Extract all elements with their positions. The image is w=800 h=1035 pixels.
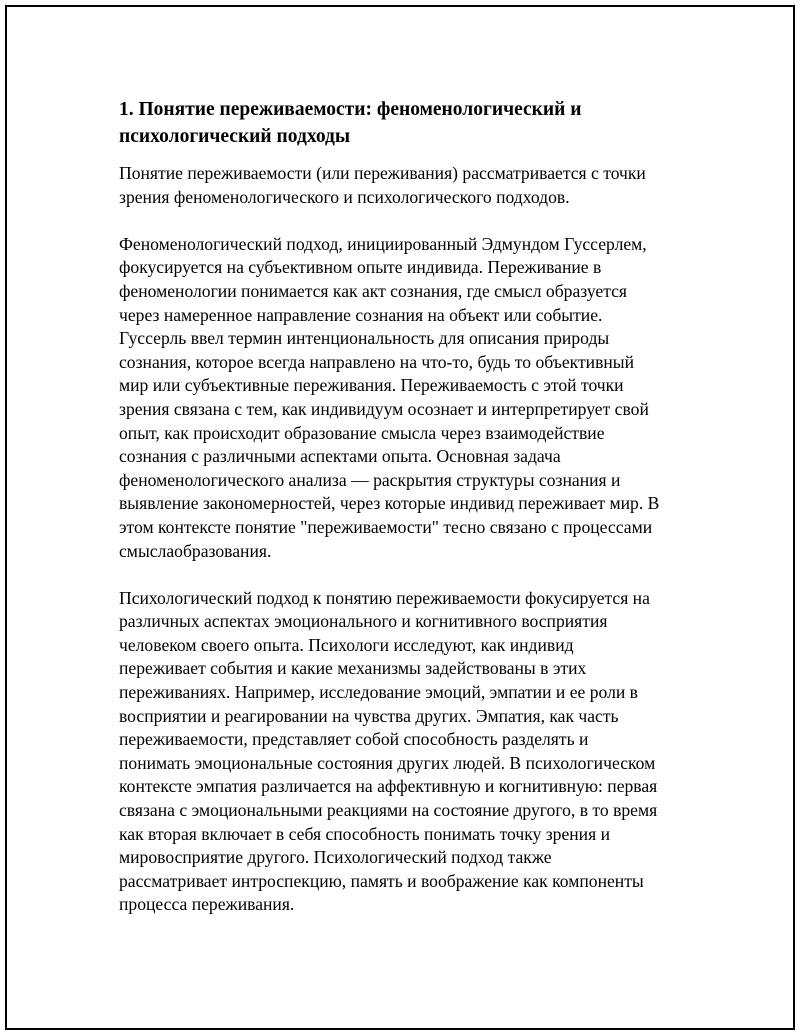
text-line: различных аспектах эмоционального и когнитивного восприятия xyxy=(119,611,608,632)
text-line: переживаемости, представляет собой способность разделять и xyxy=(119,729,589,750)
text-line: феноменологического анализа — раскрытия структуры сознания и xyxy=(119,469,621,490)
text-line: феноменологии понимается как акт сознания, где смысл образуется xyxy=(119,280,628,301)
text-line: выявление закономерностей, через которые индивид переживает мир. В xyxy=(119,493,660,514)
text-line: человеком своего опыта. Психологи исследуют, как индивид xyxy=(119,634,574,655)
text-line: Психологический подход к понятию переживаемости фокусируется на xyxy=(119,587,650,608)
text-line: переживает события и какие механизмы задействованы в этих xyxy=(119,658,587,679)
text-line: смыслаобразования. xyxy=(119,540,272,561)
text-line: этом контексте понятие "переживаемости" тесно связано с процессами xyxy=(119,516,653,537)
text-line: зрения феноменологического и психологического подходов. xyxy=(119,186,570,207)
text-line: восприятии и реагировании на чувства других. Эмпатия, как часть xyxy=(119,705,619,726)
text-line: связана с эмоциональными реакциями на состояние другого, в то время xyxy=(119,800,658,821)
text-line: сознания, которое всегда направлено на что-то, будь то объективный xyxy=(119,351,635,372)
text-line: фокусируется на субъективном опыте индивида. Переживание в xyxy=(119,257,602,278)
text-line: сознания с различными аспектами опыта. Основная задача xyxy=(119,446,561,467)
text-line: контексте эмпатия различается на аффективную и когнитивную: первая xyxy=(119,776,658,797)
text-line: рассматривает интроспекцию, память и воображение как компоненты xyxy=(119,870,644,891)
text-line: Понятие переживаемости (или переживания) рассматривается с точки xyxy=(119,163,646,183)
paragraph-intro xyxy=(119,162,685,209)
text-line: Гуссерль ввел термин интенциональность для описания природы xyxy=(119,328,610,349)
text-line: Феноменологический подход, инициированный Эдмундом Гуссерлем, xyxy=(119,233,647,254)
text-line: через намеренное направление сознания на объект или событие. xyxy=(119,304,603,325)
heading-line: психологический подходы xyxy=(119,126,351,147)
heading-line: 1. Понятие переживаемости: феноменологический и xyxy=(119,99,582,120)
document-body xyxy=(119,96,685,941)
section-heading xyxy=(119,96,685,150)
paragraph-psychological xyxy=(119,587,685,917)
paragraph-phenomenological xyxy=(119,233,685,563)
text-line: переживаниях. Например, исследование эмоций, эмпатии и ее роли в xyxy=(119,682,638,703)
text-line: мир или субъективные переживания. Переживаемость с этой точки xyxy=(119,375,624,396)
text-line: опыт, как происходит образование смысла через взаимодействие xyxy=(119,422,605,443)
text-line: как вторая включает в себя способность понимать точку зрения и xyxy=(119,823,611,844)
text-line: мировосприятие другого. Психологический подход также xyxy=(119,847,552,868)
text-line: понимать эмоциональные состояния других людей. В психологическом xyxy=(119,752,656,773)
text-line: зрения связана с тем, как индивидуум осознает и интерпретирует свой xyxy=(119,398,649,419)
text-line: процесса переживания. xyxy=(119,894,295,915)
